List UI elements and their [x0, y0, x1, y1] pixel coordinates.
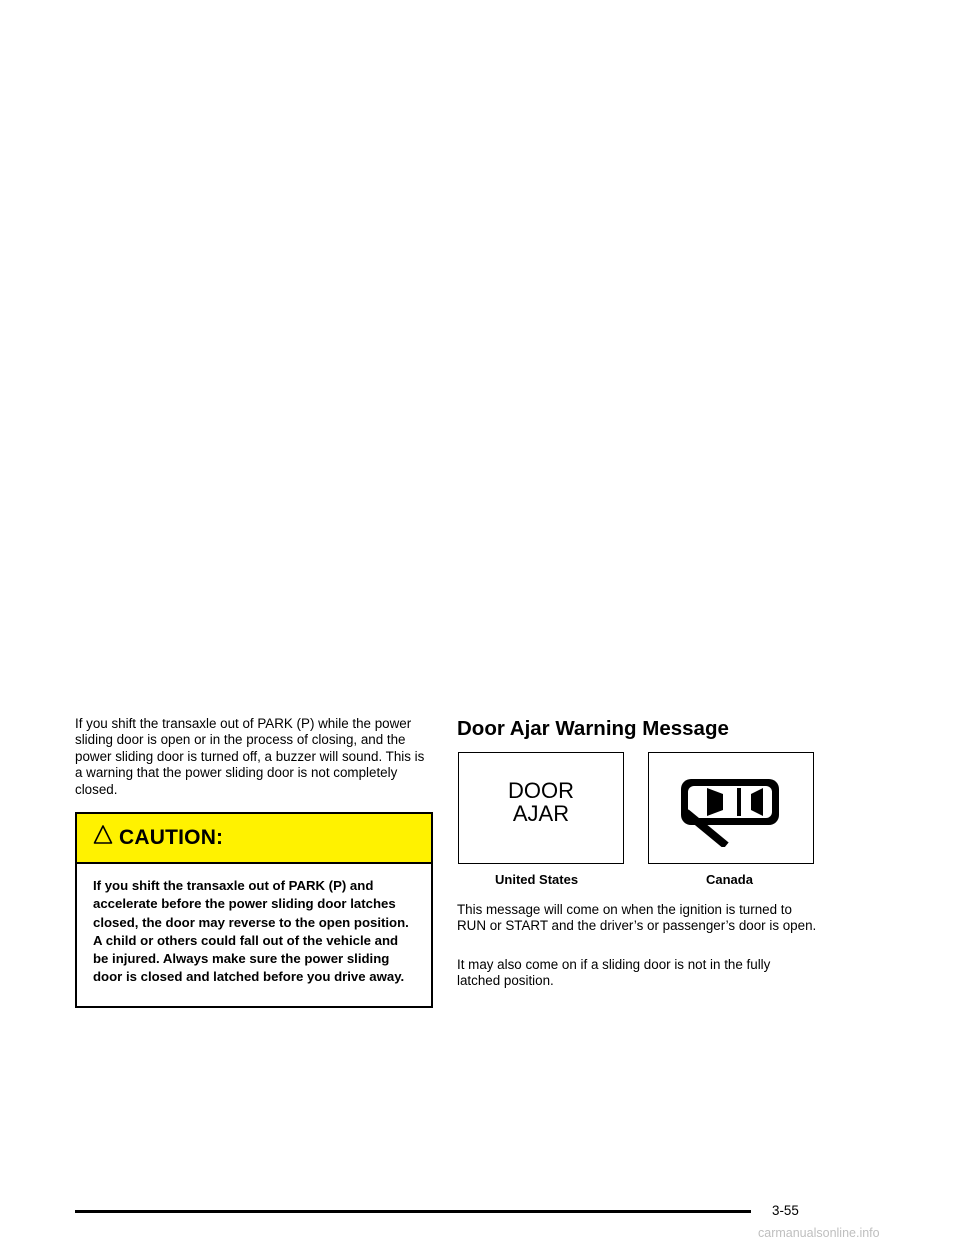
caption-canada: Canada [706, 872, 753, 887]
footer-rule [75, 1210, 751, 1213]
right-column [457, 716, 817, 989]
section-heading: Door Ajar Warning Message [457, 717, 729, 740]
door-ajar-line-2: AJAR [512, 801, 570, 826]
left-column [75, 716, 433, 798]
caution-text: If you shift the transaxle out of PARK (P) and accelerate before the power sliding door latches closed, the door may reverse to the open position. A child or others could fall out of the vehicle and be injured. Always make sure the power sliding door is closed and latched before you drive away. [93, 878, 409, 985]
body-paragraph-2: It may also come on if a sliding door is not in the fully latched position. [457, 957, 771, 989]
warning-triangle-icon [93, 824, 113, 846]
door-ajar-icon [679, 775, 783, 847]
body-paragraph-1: This message will come on when the ignition is turned to RUN or START and the driver’s or passenger’s door is open. [457, 902, 817, 934]
caution-box [75, 812, 433, 1008]
figure-united-states [458, 752, 624, 864]
door-ajar-text [459, 779, 623, 825]
page-number: 3-55 [772, 1203, 799, 1218]
watermark: carmanualsonline.info [758, 1226, 880, 1240]
caption-united-states: United States [495, 872, 579, 887]
door-ajar-line-1: DOOR [508, 778, 574, 803]
caution-header [77, 814, 431, 864]
figure-canada [648, 752, 814, 864]
intro-paragraph: If you shift the transaxle out of PARK (P) while the power sliding door is open or in the process of closing, and the power sliding door is turned off, a buzzer will sound. This is a warning that the power sliding door is not completely closed. [75, 716, 425, 797]
caution-title: CAUTION: [119, 826, 224, 849]
